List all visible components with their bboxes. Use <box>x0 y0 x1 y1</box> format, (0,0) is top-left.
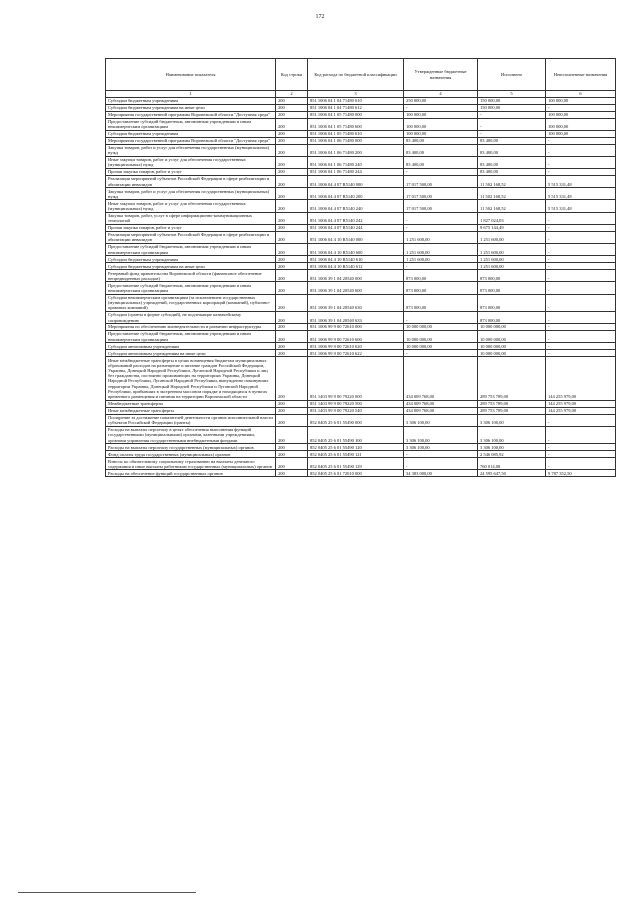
classification-code-cell: 851 1006 04 4 10 R5140 612 <box>308 263 404 270</box>
unexecuted-amount-cell: - <box>546 324 616 331</box>
unexecuted-amount-cell: - <box>546 294 616 311</box>
line-code-cell: 200 <box>276 407 308 414</box>
unexecuted-amount-cell: - <box>546 282 616 294</box>
executed-amount-cell: 9 675 144,49 <box>478 224 546 231</box>
table-row <box>106 169 616 176</box>
classification-code-cell: 851 1403 99 9 00 79220 500 <box>308 400 404 407</box>
classification-code-cell: 851 1006 04 1 04 71480 612 <box>308 104 404 111</box>
line-code-cell: 200 <box>276 400 308 407</box>
unexecuted-amount-cell: - <box>546 331 616 343</box>
executed-amount-cell: 289 753 789,00 <box>478 357 546 400</box>
line-code-cell: 200 <box>276 243 308 255</box>
executed-amount-cell: 11 502 168,52 <box>478 188 546 200</box>
approved-amount-cell: 17 017 500,00 <box>404 188 478 200</box>
table-row <box>106 137 616 144</box>
executed-amount-cell: 83 400,00 <box>478 169 546 176</box>
executed-amount-cell: 1 251 600,00 <box>478 231 546 243</box>
unexecuted-amount-cell: 144 255 979,00 <box>546 400 616 407</box>
classification-code-cell: 852 0405 25 6 01 55490 129 <box>308 458 404 470</box>
classification-code-cell: 851 1006 04 1 05 71480 600 <box>308 118 404 130</box>
approved-amount-cell: - <box>404 169 478 176</box>
line-code-cell: 200 <box>276 188 308 200</box>
approved-amount-cell: 10 000 000,00 <box>404 343 478 350</box>
table-row <box>106 343 616 350</box>
classification-code-cell: 852 0405 25 6 01 72010 000 <box>308 470 404 477</box>
line-code-cell: 200 <box>276 104 308 111</box>
table-body <box>106 97 616 477</box>
line-code-cell: 200 <box>276 343 308 350</box>
classification-code-cell: 851 1006 04 4 07 R5140 200 <box>308 188 404 200</box>
approved-amount-cell: 3 306 100,00 <box>404 426 478 443</box>
table-row <box>106 224 616 231</box>
line-code-cell: 200 <box>276 263 308 270</box>
table-row <box>106 470 616 477</box>
column-number: 2 <box>276 91 308 98</box>
executed-amount-cell: 10 000 000,00 <box>478 331 546 343</box>
table-row <box>106 400 616 407</box>
executed-amount-cell: 2 546 085,92 <box>478 451 546 458</box>
approved-amount-cell: - <box>404 458 478 470</box>
classification-code-cell: 852 0405 25 6 01 55490 100 <box>308 426 404 443</box>
indicator-name-cell: Предоставление субсидий бюджетным, автономным учреждениям и иным некоммерческим организациям <box>106 118 276 130</box>
table-row <box>106 324 616 331</box>
executed-amount-cell: - <box>478 118 546 130</box>
unexecuted-amount-cell: - <box>546 343 616 350</box>
table-row <box>106 282 616 294</box>
line-code-cell: 200 <box>276 458 308 470</box>
executed-amount-cell: 873 000,00 <box>478 270 546 282</box>
indicator-name-cell: Взносы по обязательному социальному страхованию на выплаты денежного содержания и иные выплаты работникам государственных (муниципальных) органов <box>106 458 276 470</box>
executed-amount-cell: 760 014,08 <box>478 458 546 470</box>
executed-amount-cell: 10 000 000,00 <box>478 350 546 357</box>
column-number-row <box>106 91 616 98</box>
line-code-cell: 200 <box>276 426 308 443</box>
indicator-name-cell: Фонд оплаты труда государственных (муниципальных) органов <box>106 451 276 458</box>
unexecuted-amount-cell: - <box>546 311 616 323</box>
approved-amount-cell: - <box>404 350 478 357</box>
classification-code-cell: 851 1006 04 1 06 71480 200 <box>308 144 404 156</box>
table-row <box>106 188 616 200</box>
approved-amount-cell: 34 383 000,00 <box>404 470 478 477</box>
classification-code-cell: 851 1006 99 9 00 72610 620 <box>308 343 404 350</box>
page-number: 172 <box>315 14 325 20</box>
unexecuted-amount-cell: - <box>546 414 616 426</box>
classification-code-cell: 851 1006 04 1 06 71480 240 <box>308 156 404 168</box>
executed-amount-cell: 3 306 100,00 <box>478 426 546 443</box>
indicator-name-cell: Расходы на обеспечение функций государственных органов <box>106 470 276 477</box>
table-row <box>106 311 616 323</box>
approved-amount-cell: 434 009 768,00 <box>404 357 478 400</box>
executed-amount-cell: 11 502 168,52 <box>478 176 546 188</box>
executed-amount-cell: 1 251 600,00 <box>478 243 546 255</box>
table-row <box>106 104 616 111</box>
line-code-cell: 200 <box>276 414 308 426</box>
classification-code-cell: 851 1006 99 9 00 72610 000 <box>308 324 404 331</box>
classification-code-cell: 851 1006 39 1 04 20540 000 <box>308 270 404 282</box>
line-code-cell: 200 <box>276 282 308 294</box>
executed-amount-cell: 289 753 789,00 <box>478 407 546 414</box>
unexecuted-amount-cell: 100 000,00 <box>546 118 616 130</box>
line-code-cell: 200 <box>276 169 308 176</box>
line-code-cell: 200 <box>276 270 308 282</box>
approved-amount-cell: 873 000,00 <box>404 282 478 294</box>
unexecuted-amount-cell: - <box>546 350 616 357</box>
indicator-name-cell: Прочая закупка товаров, работ и услуг <box>106 224 276 231</box>
table-row <box>106 444 616 451</box>
executed-amount-cell: 83 400,00 <box>478 144 546 156</box>
unexecuted-amount-cell: - <box>546 212 616 224</box>
unexecuted-amount-cell: 100 000,00 <box>546 130 616 137</box>
indicator-name-cell: Субсидии бюджетным учреждениям на иные цели <box>106 104 276 111</box>
executed-amount-cell: 10 000 000,00 <box>478 343 546 350</box>
table-row <box>106 256 616 263</box>
indicator-name-cell: Иные межбюджетные трансферты <box>106 407 276 414</box>
line-code-cell: 200 <box>276 156 308 168</box>
approved-amount-cell: 83 400,00 <box>404 156 478 168</box>
approved-amount-cell: 873 000,00 <box>404 294 478 311</box>
executed-amount-cell: - <box>478 111 546 118</box>
unexecuted-amount-cell: - <box>546 137 616 144</box>
classification-code-cell: 851 1006 04 1 04 71480 610 <box>308 97 404 104</box>
classification-code-cell: 852 0405 25 6 01 55490 000 <box>308 414 404 426</box>
table-row <box>106 200 616 212</box>
table-header-row <box>106 59 616 91</box>
executed-amount-cell: 289 753 789,00 <box>478 400 546 407</box>
column-number: 6 <box>546 91 616 98</box>
classification-code-cell: 851 1006 04 4 07 R5140 244 <box>308 224 404 231</box>
approved-amount-cell: 100 000,00 <box>404 130 478 137</box>
classification-code-cell: 851 1006 39 1 04 20540 600 <box>308 282 404 294</box>
table-row <box>106 294 616 311</box>
executed-amount-cell: 83 400,00 <box>478 156 546 168</box>
table-row <box>106 407 616 414</box>
classification-code-cell: 851 1006 04 4 07 R5140 242 <box>308 212 404 224</box>
table-row <box>106 263 616 270</box>
approved-amount-cell: - <box>404 311 478 323</box>
approved-amount-cell: - <box>404 224 478 231</box>
line-code-cell: 200 <box>276 357 308 400</box>
approved-amount-cell: 250 000,00 <box>404 97 478 104</box>
indicator-name-cell: Субсидии (гранты в форме субсидий), не подлежащие казначейскому сопровождению <box>106 311 276 323</box>
indicator-name-cell: Субсидии бюджетным учреждениям <box>106 97 276 104</box>
table-row <box>106 270 616 282</box>
approved-amount-cell: 1 251 600,00 <box>404 231 478 243</box>
unexecuted-amount-cell: 100 000,00 <box>546 97 616 104</box>
line-code-cell: 200 <box>276 224 308 231</box>
unexecuted-amount-cell: - <box>546 224 616 231</box>
unexecuted-amount-cell: 5 515 331,48 <box>546 200 616 212</box>
classification-code-cell: 851 1006 39 1 04 20540 630 <box>308 294 404 311</box>
unexecuted-amount-cell: - <box>546 104 616 111</box>
unexecuted-amount-cell: - <box>546 231 616 243</box>
executed-amount-cell: 873 000,00 <box>478 294 546 311</box>
unexecuted-amount-cell: - <box>546 256 616 263</box>
classification-code-cell: 851 1403 99 9 00 79220 540 <box>308 407 404 414</box>
indicator-name-cell: Иные межбюджетные трансферты в целях возмещения бюджетам муниципальных образований расходов на размещение и питание граждан Российской Федерации, Украины, Донецкой Народной Республики, Луганской Народной Республики и лиц без гражданства, постоянно проживающих на территориях Украины, Донецкой Народной Республики, Луганской Народной Республики, вынужденно покинувших территории Украины, Донецкой Народной Республики и Луганской Народной Республики, прибывших в экстренном массовом порядке и находящихся в пунктах временного размещения и питания на территории Воронежской области <box>106 357 276 400</box>
approved-amount-cell: 83 400,00 <box>404 137 478 144</box>
classification-code-cell: 851 1006 99 9 00 72610 622 <box>308 350 404 357</box>
line-code-cell: 200 <box>276 176 308 188</box>
line-code-cell: 200 <box>276 200 308 212</box>
approved-amount-cell: - <box>404 104 478 111</box>
approved-amount-cell: 3 306 100,00 <box>404 444 478 451</box>
table-row <box>106 130 616 137</box>
executed-amount-cell: 11 502 168,52 <box>478 200 546 212</box>
classification-code-cell: 851 1006 04 4 07 R5140 000 <box>308 176 404 188</box>
approved-amount-cell: - <box>404 263 478 270</box>
line-code-cell: 200 <box>276 451 308 458</box>
executed-amount-cell: 150 000,00 <box>478 104 546 111</box>
executed-amount-cell: 873 000,00 <box>478 311 546 323</box>
line-code-cell: 200 <box>276 256 308 263</box>
unexecuted-amount-cell: - <box>546 451 616 458</box>
approved-amount-cell: 17 017 500,00 <box>404 176 478 188</box>
line-code-cell: 200 <box>276 212 308 224</box>
indicator-name-cell: Мероприятия государственной программы Воронежской области "Доступная среда" <box>106 137 276 144</box>
indicator-name-cell: Межбюджетные трансферты <box>106 400 276 407</box>
line-code-cell: 200 <box>276 311 308 323</box>
indicator-name-cell: Мероприятия государственной программы Воронежской области "Доступная среда" <box>106 111 276 118</box>
indicator-name-cell: Предоставление субсидий бюджетным, автономным учреждениям и иным некоммерческим организациям <box>106 282 276 294</box>
line-code-cell: 200 <box>276 137 308 144</box>
indicator-name-cell: Реализация мероприятий субъектов Российской Федерации в сфере реабилитации и абилитации инвалидов <box>106 231 276 243</box>
unexecuted-amount-cell: - <box>546 444 616 451</box>
unexecuted-amount-cell: 100 000,00 <box>546 111 616 118</box>
approved-amount-cell: 434 009 768,00 <box>404 400 478 407</box>
executed-amount-cell: 1 251 600,00 <box>478 256 546 263</box>
table-row <box>106 331 616 343</box>
line-code-cell: 200 <box>276 111 308 118</box>
budget-execution-table <box>105 58 616 477</box>
approved-amount-cell: 83 400,00 <box>404 144 478 156</box>
table-row <box>106 144 616 156</box>
classification-code-cell: 851 1006 04 1 05 71480 610 <box>308 130 404 137</box>
line-code-cell: 200 <box>276 350 308 357</box>
executed-amount-cell: - <box>478 130 546 137</box>
approved-amount-cell: 10 000 000,00 <box>404 324 478 331</box>
executed-amount-cell: 24 595 647,50 <box>478 470 546 477</box>
indicator-name-cell: Предоставление субсидий бюджетным, автономным учреждениям и иным некоммерческим организациям <box>106 243 276 255</box>
table-row <box>106 414 616 426</box>
indicator-name-cell: Расходы на выплаты персоналу государственных (муниципальных) органов <box>106 444 276 451</box>
line-code-cell: 200 <box>276 294 308 311</box>
indicator-name-cell: Закупка товаров, работ и услуг для обеспечения государственных (муниципальных) нужд <box>106 144 276 156</box>
line-code-cell: 200 <box>276 470 308 477</box>
table-row <box>106 357 616 400</box>
table-row <box>106 97 616 104</box>
line-code-cell: 200 <box>276 118 308 130</box>
table-row <box>106 458 616 470</box>
approved-amount-cell: - <box>404 212 478 224</box>
approved-amount-cell: - <box>404 451 478 458</box>
classification-code-cell: 851 1006 39 1 04 20540 633 <box>308 311 404 323</box>
column-number: 3 <box>308 91 404 98</box>
approved-amount-cell: 1 251 600,00 <box>404 256 478 263</box>
indicator-name-cell: Реализация мероприятий субъектов Российской Федерации в сфере реабилитации и абилитации инвалидов <box>106 176 276 188</box>
line-code-cell: 200 <box>276 130 308 137</box>
approved-amount-cell: 100 000,00 <box>404 118 478 130</box>
indicator-name-cell: Субсидии автономным учреждениям <box>106 343 276 350</box>
indicator-name-cell: Резервный фонд правительства Воронежской области (финансовое обеспечение непредвиденных расходов) <box>106 270 276 282</box>
line-code-cell: 200 <box>276 144 308 156</box>
classification-code-cell: 851 1006 04 4 10 R5140 600 <box>308 243 404 255</box>
line-code-cell: 200 <box>276 331 308 343</box>
indicator-name-cell: Иные закупки товаров, работ и услуг для обеспечения государственных (муниципальных) нужд <box>106 156 276 168</box>
column-number: 1 <box>106 91 276 98</box>
approved-amount-cell: 1 251 600,00 <box>404 243 478 255</box>
indicator-name-cell: Мероприятия по обеспечению жизнедеятельности и развитию инфраструктуры <box>106 324 276 331</box>
line-code-cell: 200 <box>276 324 308 331</box>
indicator-name-cell: Субсидии бюджетным учреждениям <box>106 130 276 137</box>
unexecuted-amount-cell: - <box>546 156 616 168</box>
classification-code-cell: 851 1006 99 9 00 72610 600 <box>308 331 404 343</box>
executed-amount-cell: 3 306 100,00 <box>478 414 546 426</box>
executed-amount-cell: 1 827 024,03 <box>478 212 546 224</box>
approved-amount-cell: 100 000,00 <box>404 111 478 118</box>
table-row <box>106 111 616 118</box>
unexecuted-amount-cell: 5 515 331,48 <box>546 176 616 188</box>
unexecuted-amount-cell: - <box>546 270 616 282</box>
unexecuted-amount-cell: 144 255 979,00 <box>546 407 616 414</box>
executed-amount-cell: 83 400,00 <box>478 137 546 144</box>
unexecuted-amount-cell: - <box>546 144 616 156</box>
indicator-name-cell: Закупка товаров, работ, услуг в сфере информационно-коммуникационных технологий <box>106 212 276 224</box>
classification-code-cell: 851 1006 04 4 10 R5140 000 <box>308 231 404 243</box>
approved-amount-cell: 10 000 000,00 <box>404 331 478 343</box>
classification-code-cell: 851 1006 04 4 07 R5140 240 <box>308 200 404 212</box>
footnote-divider <box>18 892 196 893</box>
unexecuted-amount-cell: - <box>546 263 616 270</box>
line-code-cell: 200 <box>276 444 308 451</box>
table-row <box>106 176 616 188</box>
indicator-name-cell: Субсидии бюджетным учреждениям <box>106 256 276 263</box>
executed-amount-cell: 1 251 600,00 <box>478 263 546 270</box>
table-row <box>106 426 616 443</box>
indicator-name-cell: Прочая закупка товаров, работ и услуг <box>106 169 276 176</box>
header-approved-budget: Утвержденные бюджетные назначения <box>404 59 478 91</box>
header-budget-classification-code: Код расхода по бюджетной классификации <box>308 59 404 91</box>
header-executed: Исполнено <box>478 59 546 91</box>
indicator-name-cell: Субсидии бюджетным учреждениям на иные цели <box>106 263 276 270</box>
indicator-name-cell: Субсидии автономным учреждениям на иные цели <box>106 350 276 357</box>
classification-code-cell: 851 1006 04 1 06 71480 244 <box>308 169 404 176</box>
executed-amount-cell: 873 000,00 <box>478 282 546 294</box>
executed-amount-cell: 3 306 100,00 <box>478 444 546 451</box>
header-unexecuted: Неисполненные назначения <box>546 59 616 91</box>
classification-code-cell: 852 0405 25 6 01 55490 121 <box>308 451 404 458</box>
unexecuted-amount-cell: - <box>546 458 616 470</box>
table-row <box>106 212 616 224</box>
classification-code-cell: 851 1006 04 4 10 R5140 610 <box>308 256 404 263</box>
indicator-name-cell: Субсидии некоммерческим организациям (за исключением государственных (муниципальных) учреждений, государственных корпораций (компаний), публично-правовых компаний) <box>106 294 276 311</box>
indicator-name-cell: Поощрение за достижение показателей деятельности органов исполнительной власти субъектов Российской Федерации (гранты) <box>106 414 276 426</box>
line-code-cell: 200 <box>276 97 308 104</box>
indicator-name-cell: Закупка товаров, работ и услуг для обеспечения государственных (муниципальных) нужд <box>106 188 276 200</box>
table-row <box>106 243 616 255</box>
header-indicator-name: Наименование показателя <box>106 59 276 91</box>
approved-amount-cell: 17 017 500,00 <box>404 200 478 212</box>
table-row <box>106 350 616 357</box>
approved-amount-cell: 3 306 100,00 <box>404 414 478 426</box>
executed-amount-cell: 10 000 000,00 <box>478 324 546 331</box>
table-row <box>106 231 616 243</box>
column-number: 4 <box>404 91 478 98</box>
header-line-code: Код строки <box>276 59 308 91</box>
column-number: 5 <box>478 91 546 98</box>
unexecuted-amount-cell: - <box>546 243 616 255</box>
table-row <box>106 451 616 458</box>
indicator-name-cell: Расходы на выплаты персоналу в целях обеспечения выполнения функций государственными (муниципальными) органами, казенными учреждениями, органами управления государственными внебюджетными фондами <box>106 426 276 443</box>
table-row <box>106 156 616 168</box>
unexecuted-amount-cell: 9 787 352,50 <box>546 470 616 477</box>
indicator-name-cell: Иные закупки товаров, работ и услуг для обеспечения государственных (муниципальных) нужд <box>106 200 276 212</box>
classification-code-cell: 852 0405 25 6 01 55490 120 <box>308 444 404 451</box>
classification-code-cell: 851 1006 04 1 06 71480 000 <box>308 137 404 144</box>
unexecuted-amount-cell: 5 515 331,48 <box>546 188 616 200</box>
approved-amount-cell: 434 009 768,00 <box>404 407 478 414</box>
unexecuted-amount-cell: 144 255 979,00 <box>546 357 616 400</box>
classification-code-cell: 851 1403 99 9 00 79220 000 <box>308 357 404 400</box>
line-code-cell: 200 <box>276 231 308 243</box>
indicator-name-cell: Предоставление субсидий бюджетным, автономным учреждениям и иным некоммерческим организациям <box>106 331 276 343</box>
approved-amount-cell: 873 000,00 <box>404 270 478 282</box>
executed-amount-cell: 150 000,00 <box>478 97 546 104</box>
classification-code-cell: 851 1006 04 1 05 71480 000 <box>308 111 404 118</box>
unexecuted-amount-cell: - <box>546 426 616 443</box>
unexecuted-amount-cell: - <box>546 169 616 176</box>
table-row <box>106 118 616 130</box>
